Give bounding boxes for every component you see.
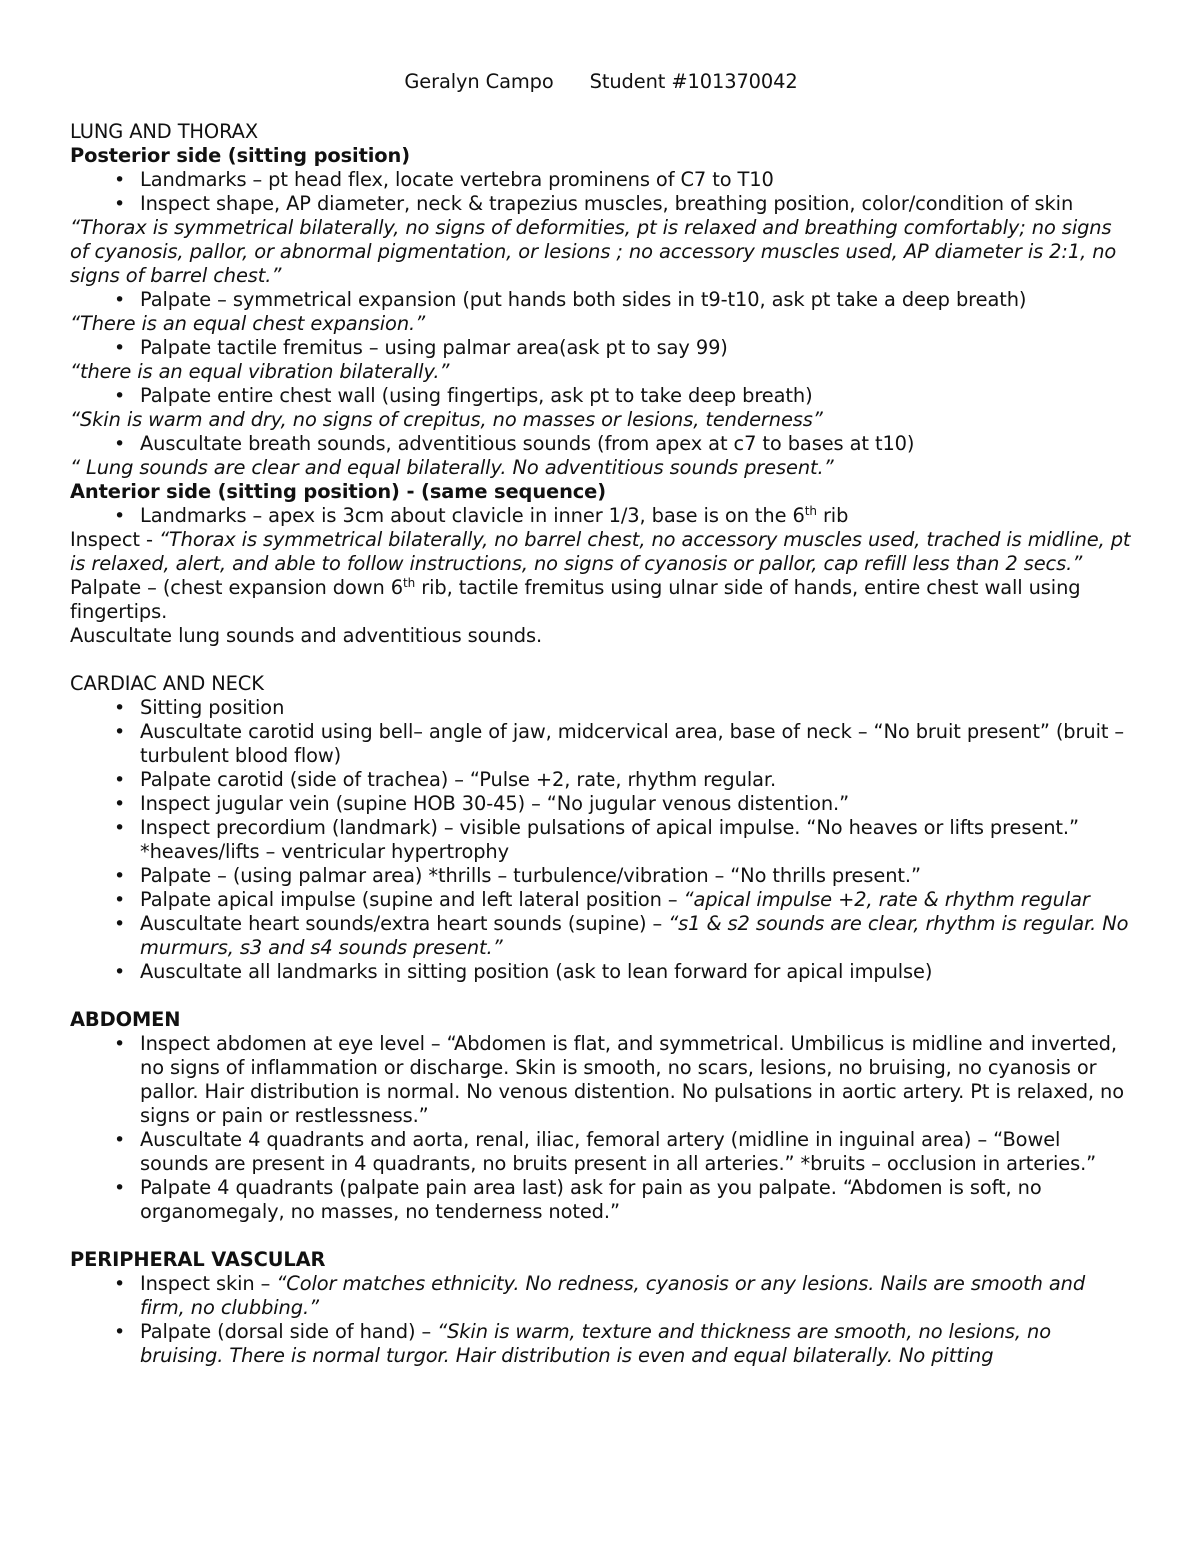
anterior-palpate	[70, 576, 1132, 624]
text-run: Auscultate heart sounds/extra heart sounds (supine) –	[140, 912, 669, 935]
text-run: “Color matches ethnicity. No redness, cyanosis or any lesions. Nails are smooth and firm, no clubbing.”	[140, 1272, 1086, 1319]
text-run: Palpate – (chest expansion down 6	[70, 576, 404, 599]
anterior-subtitle: Anterior side (sitting position) - (same sequence)	[70, 480, 606, 503]
spacer	[70, 1224, 1132, 1248]
text-run: Landmarks – apex is 3cm about clavicle in inner 1/3, base is on the 6	[140, 504, 805, 527]
posterior-list-3	[70, 336, 1132, 360]
text-run: rib	[816, 504, 849, 527]
list-item: • Auscultate breath sounds, adventitious sounds (from apex at c7 to bases at t10)	[70, 432, 1132, 456]
list-item	[70, 888, 1132, 912]
anterior-list	[70, 504, 1132, 528]
list-item: • Palpate – symmetrical expansion (put hands both sides in t9-t10, ask pt take a deep breath)	[70, 288, 1132, 312]
list-item: • Auscultate all landmarks in sitting position (ask to lean forward for apical impulse)	[70, 960, 1132, 984]
posterior-quote-2: “There is an equal chest expansion.”	[70, 312, 426, 335]
text-run: “s1 & s2 sounds are clear, rhythm is regular. No murmurs, s3 and s4 sounds present.”	[140, 912, 1129, 959]
text-run: Inspect -	[70, 528, 159, 551]
section-cardiac-title: CARDIAC AND NECK	[70, 672, 264, 695]
list-item: • Palpate 4 quadrants (palpate pain area last) ask for pain as you palpate. “Abdomen is soft, no organomegaly, no masses, no tenderness noted.”	[70, 1176, 1132, 1224]
page-header	[70, 70, 1132, 94]
posterior-quote-1: “Thorax is symmetrical bilaterally, no signs of deformities, pt is relaxed and breathing comfortably; no signs of cyanosis, pallor, or abnormal pigmentation, or lesions ; no accessory muscles used, AP diameter is 2:1, no signs of barrel chest.”	[70, 216, 1117, 287]
text-run: “Thorax is symmetrical bilaterally, no barrel chest, no accessory muscles used, trached is midline, pt is relaxed, alert, and able to follow instructions, no signs of cyanosis or pallor, cap refill less than 2 secs.”	[70, 528, 1131, 575]
superscript: th	[804, 504, 817, 518]
section-abdomen-title: ABDOMEN	[70, 1008, 181, 1031]
list-item: • Palpate carotid (side of trachea) – “Pulse +2, rate, rhythm regular.	[70, 768, 1132, 792]
abdomen-list	[70, 1032, 1132, 1224]
list-item	[70, 504, 1132, 528]
posterior-list-4	[70, 384, 1132, 408]
list-item: • Inspect jugular vein (supine HOB 30-45) – “No jugular venous distention.”	[70, 792, 1132, 816]
list-item: • Palpate – (using palmar area) *thrills – turbulence/vibration – “No thrills present.”	[70, 864, 1132, 888]
cardiac-list	[70, 696, 1132, 984]
superscript: th	[403, 576, 416, 590]
text-run: Inspect skin –	[140, 1272, 277, 1295]
list-item	[70, 1320, 1132, 1368]
posterior-list-2	[70, 288, 1132, 312]
anterior-inspect	[70, 528, 1132, 576]
list-item: • Sitting position	[70, 696, 1132, 720]
section-peripheral-title: PERIPHERAL VASCULAR	[70, 1248, 326, 1271]
list-item: • Palpate tactile fremitus – using palmar area(ask pt to say 99)	[70, 336, 1132, 360]
list-item: • Auscultate 4 quadrants and aorta, renal, iliac, femoral artery (midline in inguinal area) – “Bowel sounds are present in 4 quadrants, no bruits present in all arteries.” *bruits – occlusion in arteries.”	[70, 1128, 1132, 1176]
text-run: “Skin is warm, texture and thickness are smooth, no lesions, no bruising. There is normal turgor. Hair distribution is even and equal bilaterally. No pitting	[140, 1320, 1051, 1367]
posterior-list-1	[70, 168, 1132, 216]
spacer	[70, 648, 1132, 672]
list-item: • Auscultate carotid using bell– angle of jaw, midcervical area, base of neck – “No bruit present” (bruit – turbulent blood flow)	[70, 720, 1132, 768]
posterior-quote-4: “Skin is warm and dry, no signs of crepitus, no masses or lesions, tenderness”	[70, 408, 823, 431]
anterior-auscultate: Auscultate lung sounds and adventitious sounds.	[70, 624, 543, 647]
posterior-quote-3: “there is an equal vibration bilaterally.”	[70, 360, 450, 383]
list-item: • Inspect shape, AP diameter, neck & trapezius muscles, breathing position, color/condition of skin	[70, 192, 1132, 216]
list-item: • Landmarks – pt head flex, locate vertebra prominens of C7 to T10	[70, 168, 1132, 192]
posterior-subtitle: Posterior side (sitting position)	[70, 144, 410, 167]
list-item: • Inspect abdomen at eye level – “Abdomen is flat, and symmetrical. Umbilicus is midline and inverted, no signs of inflammation or discharge. Skin is smooth, no scars, lesions, no bruising, no cyanosis or pallor. Hair distribution is normal. No venous distention. No pulsations in aortic artery. Pt is relaxed, no signs or pain or restlessness.”	[70, 1032, 1132, 1128]
spacer	[70, 984, 1132, 1008]
list-item	[70, 912, 1132, 960]
text-run: Palpate (dorsal side of hand) –	[140, 1320, 438, 1343]
text-run: Palpate apical impulse (supine and left lateral position –	[140, 888, 684, 911]
peripheral-list	[70, 1272, 1132, 1368]
text-run: rib, tactile fremitus using ulnar side of hands, entire chest wall using fingertips.	[70, 576, 1081, 623]
list-item: • Palpate entire chest wall (using fingertips, ask pt to take deep breath)	[70, 384, 1132, 408]
list-item	[70, 1272, 1132, 1320]
list-item: • Inspect precordium (landmark) – visible pulsations of apical impulse. “No heaves or lifts present.” *heaves/lifts – ventricular hypertrophy	[70, 816, 1132, 864]
posterior-quote-5: “ Lung sounds are clear and equal bilaterally. No adventitious sounds present.”	[70, 456, 834, 479]
student-name: Geralyn Campo	[404, 70, 554, 93]
text-run: “apical impulse +2, rate & rhythm regular	[683, 888, 1090, 911]
posterior-list-5	[70, 432, 1132, 456]
section-lung-title: LUNG AND THORAX	[70, 120, 259, 143]
student-number: Student #101370042	[589, 70, 798, 93]
document-body	[70, 70, 1132, 1368]
